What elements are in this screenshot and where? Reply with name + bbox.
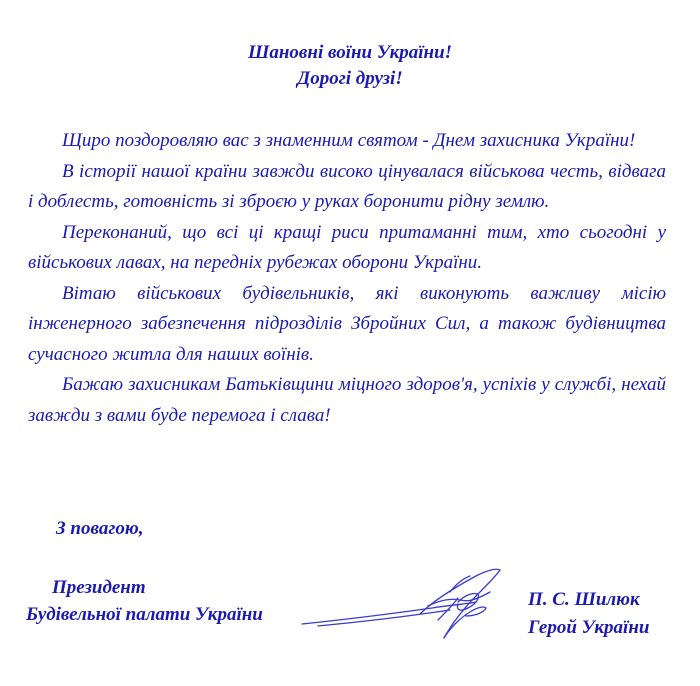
signer-name: П. С. Шилюк <box>528 589 640 610</box>
letter-body <box>28 126 666 431</box>
greeting-line-1: Шановні воїни України! <box>247 42 453 63</box>
greeting-line-2: Дорогі друзі! <box>297 68 403 89</box>
signer-title-line-1: Президент <box>52 577 146 598</box>
paragraph-conviction: Переконаний, що всі ці кращі риси притаманні тим, хто сьогодні у військових лавах, на передніх рубежах оборони України. <box>28 221 666 273</box>
signer-rank: Герой України <box>528 617 650 638</box>
paragraph-builders: Вітаю військових будівельників, які виконують важливу місію інженерного забезпечення підрозділів Збройних Сил, а також будівництва сучасного житла для наших воїнів. <box>28 282 666 365</box>
closing-phrase: З повагою, <box>56 518 144 539</box>
paragraph-congratulation: Щиро поздоровляю вас з знаменним святом - Днем захисника України! <box>62 130 636 151</box>
signature-icon <box>300 562 510 646</box>
paragraph-history: В історії нашої країни завжди високо цінувалася військова честь, відвага і доблесть, готовність зі зброєю у руках боронити рідну землю. <box>28 160 666 212</box>
paragraph-wishes: Бажаю захисникам Батьківщини міцного здоров'я, успіхів у службі, нехай завжди з вами буде перемога і слава! <box>28 374 666 426</box>
signer-title-line-2: Будівельної палати України <box>26 604 263 625</box>
